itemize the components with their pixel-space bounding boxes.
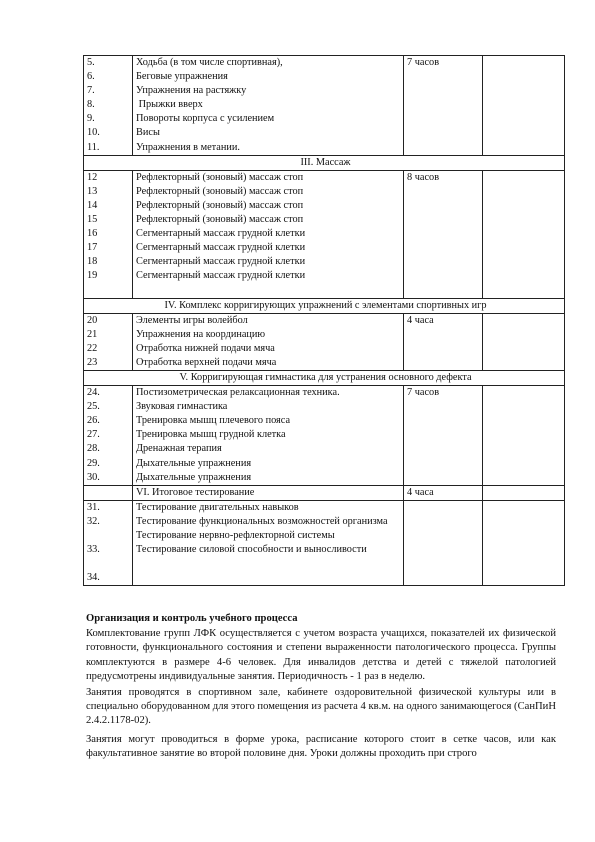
row-numbers-cell [84,56,133,156]
section-row [84,370,565,385]
row-number: 27. [87,429,100,441]
topic-name: Отработка нижней подачи мяча [136,342,275,354]
row-number: 11. [87,141,100,153]
topic-name: Висы [136,127,160,139]
topic-name: Тестирование функциональных возможностей организма [136,515,388,527]
topic-name: Сегментарный массаж грудной клетки [136,242,306,254]
row-number: 10. [87,127,100,139]
section-row [84,485,565,500]
row-numbers-cell [84,386,133,486]
hours-cell: 4 часа [404,485,483,500]
topic-name: Рефлекторный (зоновый) массаж стоп [136,185,304,197]
row-number: 30. [87,471,100,483]
section-title: VI. Итоговое тестирование [133,485,404,500]
table-row [84,170,565,298]
row-number: 22 [87,342,98,354]
paragraph: Занятия проводятся в спортивном зале, кабинете оздоровительной физической культуры или в специально оборудованном для этого помещения из расчета 4 кв.м. на одного занимающегося (СанПиН 2.4.2.1178-02). [86,687,556,727]
section-title: V. Корригирующая гимнастика для устранения основного дефекта [84,370,565,385]
row-number: 24. [87,387,100,399]
row-number: 33. [87,544,100,555]
empty-cell [404,500,483,585]
row-number: 32. [87,515,100,527]
table-row [84,56,565,156]
row-number: 8. [87,99,95,111]
row-number: 13 [87,185,98,197]
topic-name: Повороты корпуса с усилением [136,113,275,125]
row-number: 29. [87,457,100,469]
row-numbers-cell [84,500,133,585]
empty-cell [483,313,565,370]
topic-names-cell [133,313,404,370]
section-title: III. Массаж [84,155,565,170]
topic-name: Тренировка мышц плечевого пояса [136,415,291,427]
topic-name: Беговые упражнения [136,71,228,83]
topic-name: Рефлекторный (зоновый) массаж стоп [136,199,304,211]
row-number: 20 [87,314,98,326]
topic-name: Сегментарный массаж грудной клетки [136,270,306,282]
topic-name: Тренировка мышц грудной клетка [136,429,286,441]
hours-cell: 7 часов [404,386,483,486]
empty-cell [483,500,565,585]
section-heading: Организация и контроль учебного процесса [86,613,298,624]
row-number: 21 [87,328,98,340]
row-spacer [87,284,132,298]
paragraph: Занятия могут проводиться в форме урока, расписание которого стоит в сетке часов, или как факультативное занятие во второй половине дня. Уроки должны проходить при строго [86,733,556,759]
topic-name: Дренажная терапия [136,443,222,455]
row-number: 12 [87,171,98,183]
topic-name: Тестирование силовой способности и выносливости [136,544,367,556]
empty-cell [84,485,133,500]
row-numbers-cell [84,313,133,370]
row-number: 7. [87,85,95,97]
topic-name: Отработка верхней подачи мяча [136,356,277,368]
empty-cell [483,386,565,486]
topic-name: Упражнения в метании. [136,141,240,153]
row-number: 9. [87,113,95,125]
section-row [84,155,565,170]
topic-name: Постизометрическая релаксационная техника. [136,387,340,399]
topic-name: Рефлекторный (зоновый) массаж стоп [136,214,304,226]
topic-name: Тестирование нервно-рефлекторной системы [136,530,335,541]
row-number: 28. [87,443,100,455]
row-spacer [87,529,132,543]
row-number: 16 [87,228,98,240]
row-number: 6. [87,71,95,83]
empty-cell [483,56,565,156]
row-number: 23 [87,356,98,368]
curriculum-table [83,55,565,586]
row-number: 15 [87,214,98,226]
row-number: 19 [87,270,98,282]
table-row [84,313,565,370]
row-number: 34. [87,572,100,584]
topic-name: Дыхательные упражнения [136,457,252,469]
row-number: 14 [87,199,98,211]
section-title: IV. Комплекс корригирующих упражнений с элементами спортивных игр [84,298,565,313]
topic-name: Тестирование двигательных навыков [136,501,299,513]
topic-name: Упражнения на координацию [136,328,266,340]
row-number: 25. [87,401,100,413]
empty-cell [483,485,565,500]
row-number: 18 [87,256,98,268]
body-text [86,612,556,763]
row-spacer [87,557,132,571]
hours-cell: 8 часов [404,170,483,298]
topic-names-cell [133,170,404,298]
topic-names-cell [133,386,404,486]
topic-names-cell [133,500,404,585]
hours-cell: 4 часа [404,313,483,370]
section-row [84,298,565,313]
topic-names-cell [133,56,404,156]
topic-name: Прыжки вверх [136,99,203,111]
row-number: 31. [87,501,100,513]
table-row [84,500,565,585]
paragraph: Комплектование групп ЛФК осуществляется с учетом возраста учащихся, показателей их физической готовности, функционального состояния и степени выраженности патологического процесса. Группы комплектуются в размере 4-6 человек. Для инвалидов детства и детей с тяжелой патологией предусмотрены индивидуальные занятия. Периодичность - 1 раз в неделю. [86,628,556,682]
topic-name: Сегментарный массаж грудной клетки [136,228,306,240]
row-numbers-cell [84,170,133,298]
topic-name: Звуковая гимнастика [136,401,228,413]
topic-name: Дыхательные упражнения [136,471,252,483]
empty-cell [483,170,565,298]
topic-name: Сегментарный массаж грудной клетки [136,256,306,268]
topic-name: Упражнения на растяжку [136,85,247,97]
table-row [84,386,565,486]
row-number: 5. [87,57,95,68]
topic-name: Рефлекторный (зоновый) массаж стоп [136,171,304,183]
topic-name: Элементы игры волейбол [136,314,248,326]
hours-cell: 7 часов [404,56,483,156]
row-number: 26. [87,415,100,427]
topic-name: Ходьба (в том числе спортивная), [136,57,283,68]
row-number: 17 [87,242,98,254]
